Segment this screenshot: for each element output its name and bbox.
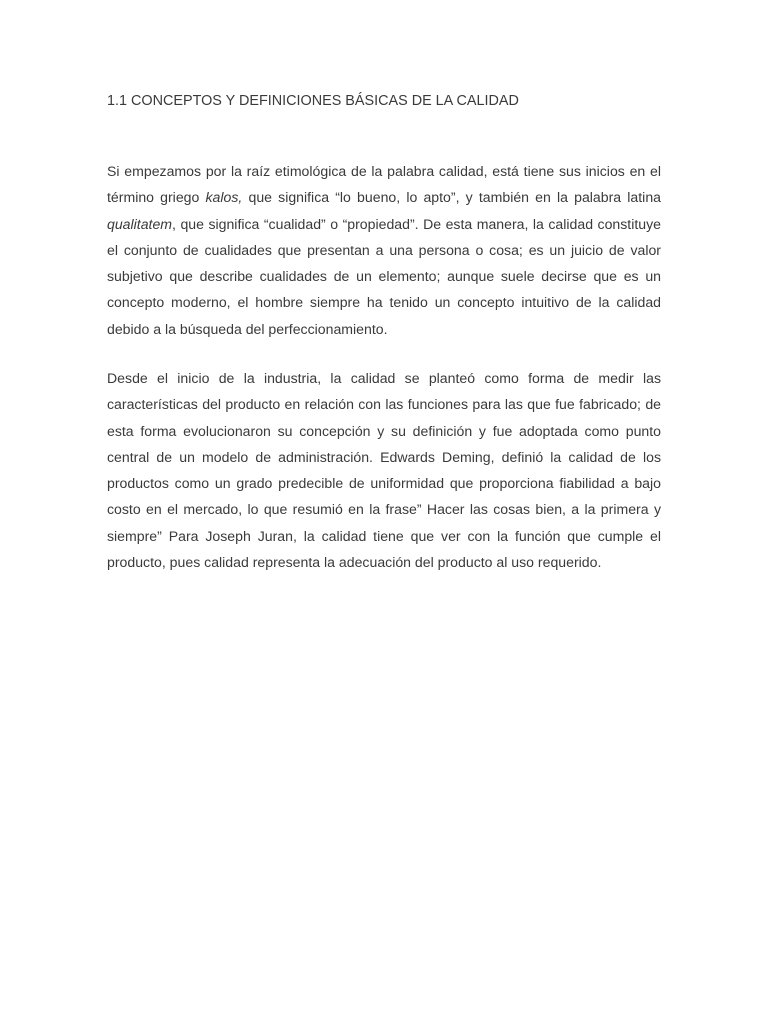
paragraph-industry-history: Desde el inicio de la industria, la calidad se planteó como forma de medir las características del producto en relación con las funciones para las que fue fabricado; de esta forma evolucionaron su concepción y su definición y fue adoptada como punto central de un modelo de administración. Edwards Deming, definió la calidad de los productos como un grado predecible de uniformidad que proporciona fiabilidad a bajo costo en el mercado, lo que resumió en la frase” Hacer las cosas bien, a la primera y siempre” Para Joseph Juran, la calidad tiene que ver con la función que cumple el producto, pues calidad representa la adecuación del producto al uso requerido. xyxy=(107,370,661,571)
term-qualitatem: qualitatem xyxy=(107,215,173,232)
term-kalos: kalos, xyxy=(205,189,243,206)
paragraph-etymology-text-2: que significa “lo bueno, lo apto”, y también en la palabra latina xyxy=(242,189,661,206)
paragraph-etymology-text-3: , que significa “cualidad” o “propiedad”. De esta manera, la calidad constituye el conjunto de cualidades que presentan a una persona o cosa; es un juicio de valor subjetivo que describe cualidades de un elemento; aunque suele decirse que es un concepto moderno, el hombre siempre ha tenido un concepto intuitivo de la calidad debido a la búsqueda del perfeccionamiento. xyxy=(107,215,661,337)
section-heading: 1.1 CONCEPTOS Y DEFINICIONES BÁSICAS DE LA CALIDAD xyxy=(107,93,519,109)
paragraph-etymology xyxy=(107,158,661,342)
paragraph-etymology-text-1: Si empezamos por la raíz etimológica de la palabra calidad, está tiene sus inicios en el término griego xyxy=(107,163,661,206)
